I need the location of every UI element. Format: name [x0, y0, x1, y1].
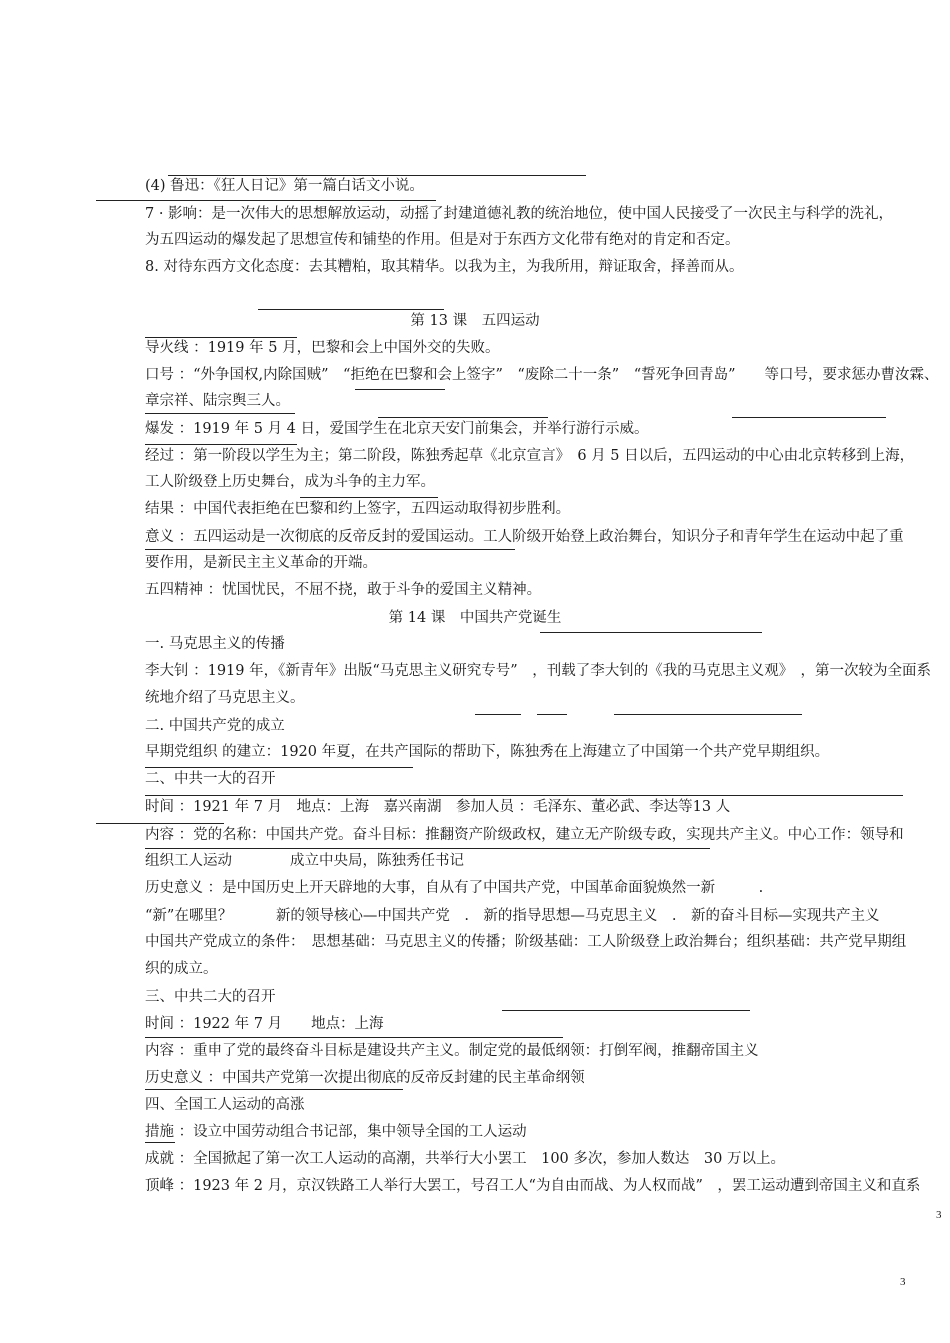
text-line: 经过 ：第一阶段以学生为主；第二阶段，陈独秀起草《北京宣言》 6 月 5 日以后，五四运动的中心由北京转移到上海， — [145, 448, 915, 464]
text-line: 内容 ：党的名称：中国共产党。奋斗目标：推翻资产阶级政权，建立无产阶级专政，实现共产主义。中心工作：领导和 — [145, 827, 904, 843]
text-line: (4) 鲁迅：《狂人日记》第一篇白话文小说。 — [145, 178, 424, 194]
underline-rule — [300, 497, 438, 498]
text-line: 组织工人运动 成立中央局，陈独秀任书记 — [145, 853, 464, 869]
text-line: 五四精神 ：忧国忧民，不屈不挠，敢于斗争的爱国主义精神。 — [145, 582, 542, 598]
underline-rule — [145, 767, 413, 768]
text-line: “新”在哪里？ 新的领导核心—中国共产党 . 新的指导思想—马克思主义 . 新的奋斗目标—实现共产主义 — [145, 908, 880, 924]
underline-rule — [145, 1037, 563, 1038]
underline-rule — [145, 1142, 175, 1143]
underline-rule — [614, 714, 802, 715]
text-line: 成就 ：全国掀起了第一次工人运动的高潮，共举行大小罢工 100 多次，参加人数达 30 万以上。 — [145, 1151, 785, 1167]
text-line: 统地介绍了马克思主义。 — [145, 690, 305, 706]
section-heading: 三、中共二大的召开 — [145, 989, 276, 1005]
text-line: 历史意义 ：中国共产党第一次提出彻底的反帝反封建的民主革命纲领 — [145, 1070, 585, 1086]
lesson-title: 第 14 课 中国共产党诞生 — [388, 610, 562, 626]
underline-rule — [540, 632, 762, 633]
underline-rule — [378, 417, 548, 418]
section-heading: 四、全国工人运动的高涨 — [145, 1097, 305, 1113]
underline-rule — [145, 1089, 403, 1090]
page-number: 3 — [936, 1209, 942, 1221]
text-line: 7 · 影响：是一次伟大的思想解放运动，动摇了封建道德礼教的统治地位，使中国人民接受了一次民主与科学的洗礼， — [145, 206, 894, 222]
section-heading: 二、中共一大的召开 — [145, 771, 276, 787]
underline-rule — [145, 848, 710, 849]
text-line: 顶峰 ：1923 年 2 月，京汉铁路工人举行大罢工，号召工人“为自由而战、为人权而战” ，罢工运动遭到帝国主义和直系 — [145, 1178, 921, 1194]
text-line: 为五四运动的爆发起了思想宣传和铺垫的作用。但是对于东西方文化带有绝对的肯定和否定。 — [145, 232, 740, 248]
text-line: 章宗祥、陆宗舆三人。 — [145, 393, 290, 409]
section-heading: 一. 马克思主义的传播 — [145, 636, 285, 652]
text-line: 中国共产党成立的条件： 思想基础：马克思主义的传播；阶级基础：工人阶级登上政治舞台；组织基础：共产党早期组 — [145, 934, 907, 950]
underline-rule — [96, 200, 436, 201]
underline-rule — [502, 1010, 750, 1011]
underline-rule — [537, 714, 567, 715]
text-line: 措施 ：设立中国劳动组合书记部，集中领导全国的工人运动 — [145, 1124, 527, 1140]
text-line: 历史意义 ：是中国历史上开天辟地的大事，自从有了中国共产党，中国革命面貌焕然一新 . — [145, 880, 764, 896]
text-line: 时间 ：1922 年 7 月 地点：上海 — [145, 1016, 384, 1032]
text-line: 内容 ：重申了党的最终奋斗目标是建设共产主义。制定党的最低纲领：打倒军阀，推翻帝国主义 — [145, 1043, 759, 1059]
section-heading: 二. 中国共产党的成立 — [145, 718, 285, 734]
underline-rule — [475, 714, 521, 715]
text-line: 织的成立。 — [145, 961, 218, 977]
text-line: 结果 ：中国代表拒绝在巴黎和约上签字，五四运动取得初步胜利。 — [145, 501, 571, 517]
text-line: 要作用，是新民主主义革命的开端。 — [145, 555, 377, 571]
underline-rule — [355, 389, 445, 390]
underline-rule — [145, 444, 297, 445]
text-line: 李大钊 ：1919 年，《新青年》出版“马克思主义研究专号” ，刊载了李大钊的《我的马克思主义观》 ，第一次较为全面系 — [145, 663, 931, 679]
text-line: 意义 ：五四运动是一次彻底的反帝反封的爱国运动。工人阶级开始登上政治舞台，知识分子和青年学生在运动中起了重 — [145, 529, 904, 545]
text-line: 工人阶级登上历史舞台，成为斗争的主力军。 — [145, 474, 435, 490]
text-line: 爆发 ：1919 年 5 月 4 日，爱国学生在北京天安门前集会，并举行游行示威。 — [145, 421, 649, 437]
lesson-title: 第 13 课 五四运动 — [410, 313, 540, 329]
text-line: 时间 ：1921 年 7 月 地点：上海 嘉兴南湖 参加人员 ：毛泽东、董必武、李达等13 人 — [145, 799, 731, 815]
underline-rule — [96, 823, 224, 824]
text-line: 导火线 ：1919 年 5 月，巴黎和会上中国外交的失败。 — [145, 340, 500, 356]
underline-rule — [145, 413, 295, 414]
underline-rule — [258, 309, 444, 310]
underline-rule — [145, 795, 903, 796]
text-line: 早期党组织 的建立：1920 年夏，在共产国际的帮助下，陈独秀在上海建立了中国第一个共产党早期组织。 — [145, 744, 830, 760]
text-line: 口号 ：“外争国权,内除国贼” “拒绝在巴黎和会上签字” “废除二十一条” “誓死争回青岛” 等口号，要求惩办曹汝霖、 — [145, 367, 939, 383]
page-number: 3 — [900, 1276, 906, 1288]
text-line: 8. 对待东西方文化态度：去其糟粕，取其精华。以我为主，为我所用，辩证取舍，择善而从。 — [145, 259, 744, 275]
underline-rule — [145, 549, 515, 550]
underline-rule — [732, 417, 886, 418]
